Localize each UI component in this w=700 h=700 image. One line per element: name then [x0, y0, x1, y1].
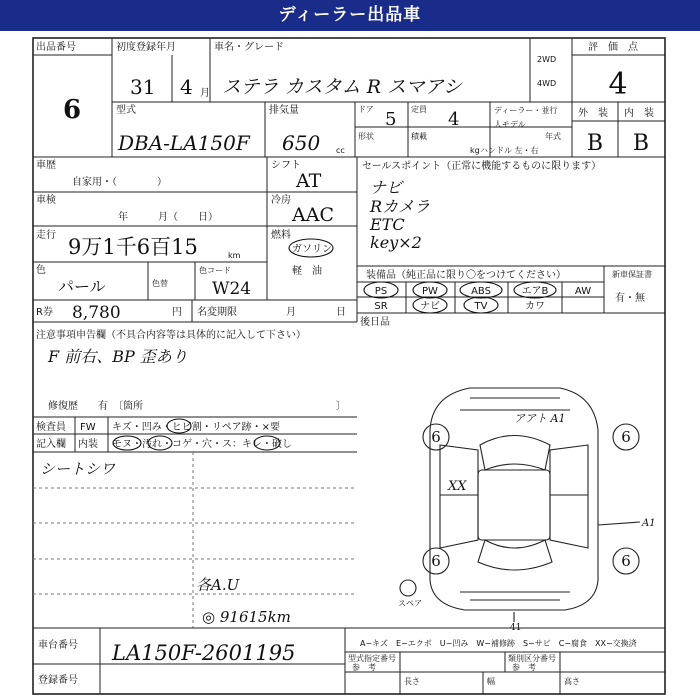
equip-ps: PS [374, 286, 388, 297]
equip-leather: カワ [525, 301, 545, 312]
reg-month: 4 [180, 75, 193, 99]
check-row-2: モヌ・汚れ・コゲ・穴・ス：キレ・破し [112, 439, 292, 450]
fuel-diesel: 軽 油 [292, 266, 322, 277]
doors-value: 5 [385, 109, 397, 130]
comment-2: 各A.U [196, 576, 240, 594]
type-cert-label: 型式指定番号 [348, 654, 396, 663]
drive-2wd-label: 2WD [537, 55, 557, 64]
equip-airbag: エアB [521, 286, 549, 297]
height-label: 高さ [564, 677, 580, 686]
width-label: 幅 [487, 677, 495, 686]
name-change-month: 月 [286, 307, 296, 318]
inspector-label: 検査員 [36, 422, 66, 433]
color-code-value: W24 [212, 279, 252, 299]
capacity-label: 定員 [411, 105, 427, 114]
sales-point-3: ETC [370, 215, 405, 234]
aircon-value: AAC [292, 204, 334, 226]
color-code-label: 色コード [199, 266, 231, 275]
warranty-value: 有・無 [615, 293, 645, 304]
comment-3: ◎ 91615km [202, 608, 291, 626]
car-name-value: ステラ カスタム R スマアシ [222, 76, 462, 98]
color-label: 色 [36, 265, 46, 276]
diagram-top-note: アアト A1 [514, 412, 566, 425]
shift-value: AT [296, 170, 322, 192]
cat-code-ref: 参 考 [512, 663, 536, 672]
reg-year: 31 [130, 75, 156, 99]
fw-label: FW [80, 422, 96, 433]
dealer-parallel-label: ディーラー・並行 [494, 106, 558, 115]
first-reg-label: 初度登録年月 [116, 42, 176, 53]
interior-label: 内 装 [624, 108, 654, 119]
spare-label: スペア [398, 599, 422, 608]
comment-1: シートシワ [40, 460, 116, 478]
grade-label: 評 価 点 [588, 42, 638, 53]
fuel-gas: ガソリン [292, 244, 332, 255]
displacement-value: 650 [282, 131, 321, 155]
cc-label: cc [336, 146, 345, 155]
chassis-number: LA150F-2601195 [112, 641, 296, 665]
car-name-label: 車名・グレード [214, 42, 284, 53]
lot-number: 6 [62, 95, 82, 125]
reg-no-label: 登録番号 [38, 675, 78, 686]
shaken-date: 年 月（ 日） [118, 212, 218, 223]
mileage-value: 9万1千6百15 [68, 235, 198, 259]
diagram-bottom-note: 41 [510, 623, 522, 633]
lot-no-label: 出品番号 [36, 42, 76, 53]
exterior-label: 外 装 [578, 108, 608, 119]
sales-points-label: セールスポイント（正常に機能するものに限ります） [362, 161, 602, 172]
reg-month-suffix: 月 [200, 88, 210, 99]
diagram-door-note: XX [448, 479, 467, 494]
km-label: km [228, 251, 241, 260]
recycle-value: 8,780 [72, 303, 121, 323]
color-change-label: 色替 [152, 279, 168, 288]
sales-point-4: key×2 [370, 233, 422, 252]
tire-rear-left-mark: 6 [431, 552, 441, 570]
history-label: 車歴 [36, 160, 56, 171]
doors-label: ドア [358, 105, 374, 114]
equip-sr: SR [374, 301, 388, 312]
color-value: パール [58, 277, 106, 296]
sales-point-1: ナビ [370, 178, 403, 197]
equip-navi: ナビ [420, 301, 440, 312]
warranty-label: 新車保証書 [612, 270, 652, 279]
displacement-label: 排気量 [269, 105, 299, 116]
interior-value: B [632, 131, 650, 156]
handle-label: ハンドル 左・右 [480, 146, 539, 155]
name-change-label: 名変期限 [197, 307, 237, 318]
type-cert-ref: 参 考 [352, 663, 376, 672]
repair-label: 修復歴 有 〔箇所 [48, 401, 143, 412]
tire-front-left-mark: 6 [431, 428, 441, 446]
cat-code-label: 類別区分番号 [508, 654, 556, 663]
exterior-value: B [586, 131, 604, 156]
repair-end: 〕 [336, 401, 346, 412]
chassis-no-label: 車台番号 [38, 640, 78, 651]
check-row-1: キズ・凹み・ヒビ割・リペア跡・×要 [112, 422, 280, 433]
name-change-day: 日 [336, 307, 346, 318]
model-code-label: 型式 [116, 105, 136, 116]
equip-abs: ABS [471, 286, 491, 297]
mileage-label: 走行 [36, 230, 56, 241]
spare-tire [400, 580, 416, 596]
drive-4wd-label: 4WD [537, 79, 557, 88]
recycle-label: R券 [36, 307, 53, 318]
tire-rear-right-mark: 6 [621, 552, 631, 570]
load-label: 積載 [411, 132, 427, 141]
capacity-value: 4 [448, 109, 460, 130]
equip-tv: TV [474, 301, 488, 312]
person-model-label: 人モデル [494, 120, 526, 129]
remarks-label: 後日品 [360, 317, 390, 328]
equipment-label: 装備品（純正品に限り〇をつけてください） [366, 270, 566, 281]
notice-value: F 前右、BP 歪あり [48, 347, 188, 366]
yen-label: 円 [172, 307, 182, 318]
tire-front-right-mark: 6 [621, 428, 631, 446]
header-title: ディーラー出品車 [278, 5, 422, 25]
grade-value: 4 [608, 67, 628, 102]
kg-label: kg [470, 146, 480, 155]
equip-pw: PW [422, 286, 438, 297]
fuel-label: 燃料 [271, 230, 291, 241]
sales-point-2: Rカメラ [370, 197, 431, 216]
history-value: 自家用・（ ） [72, 177, 167, 188]
model-code-value: DBA-LA150F [118, 131, 250, 155]
equip-aw: AW [574, 286, 592, 297]
naisou-label: 内装 [78, 439, 98, 450]
shift-label: シフト [271, 160, 301, 171]
shaken-label: 車検 [36, 195, 56, 206]
length-label: 長さ [404, 677, 420, 686]
notice-label: 注意事項申告欄（不具合内容等は具体的に記入して下さい） [36, 330, 306, 341]
shape-label: 形状 [358, 132, 374, 141]
legend-text: A−キズ E−エクボ U−凹み W−補修跡 S−サビ C−腐食 XX−交換済 [360, 639, 637, 648]
diagram-side-note: A1 [642, 518, 656, 529]
entry-label: 記入欄 [36, 439, 66, 450]
model-year-label: 年式 [545, 132, 561, 141]
aircon-label: 冷房 [271, 195, 291, 206]
